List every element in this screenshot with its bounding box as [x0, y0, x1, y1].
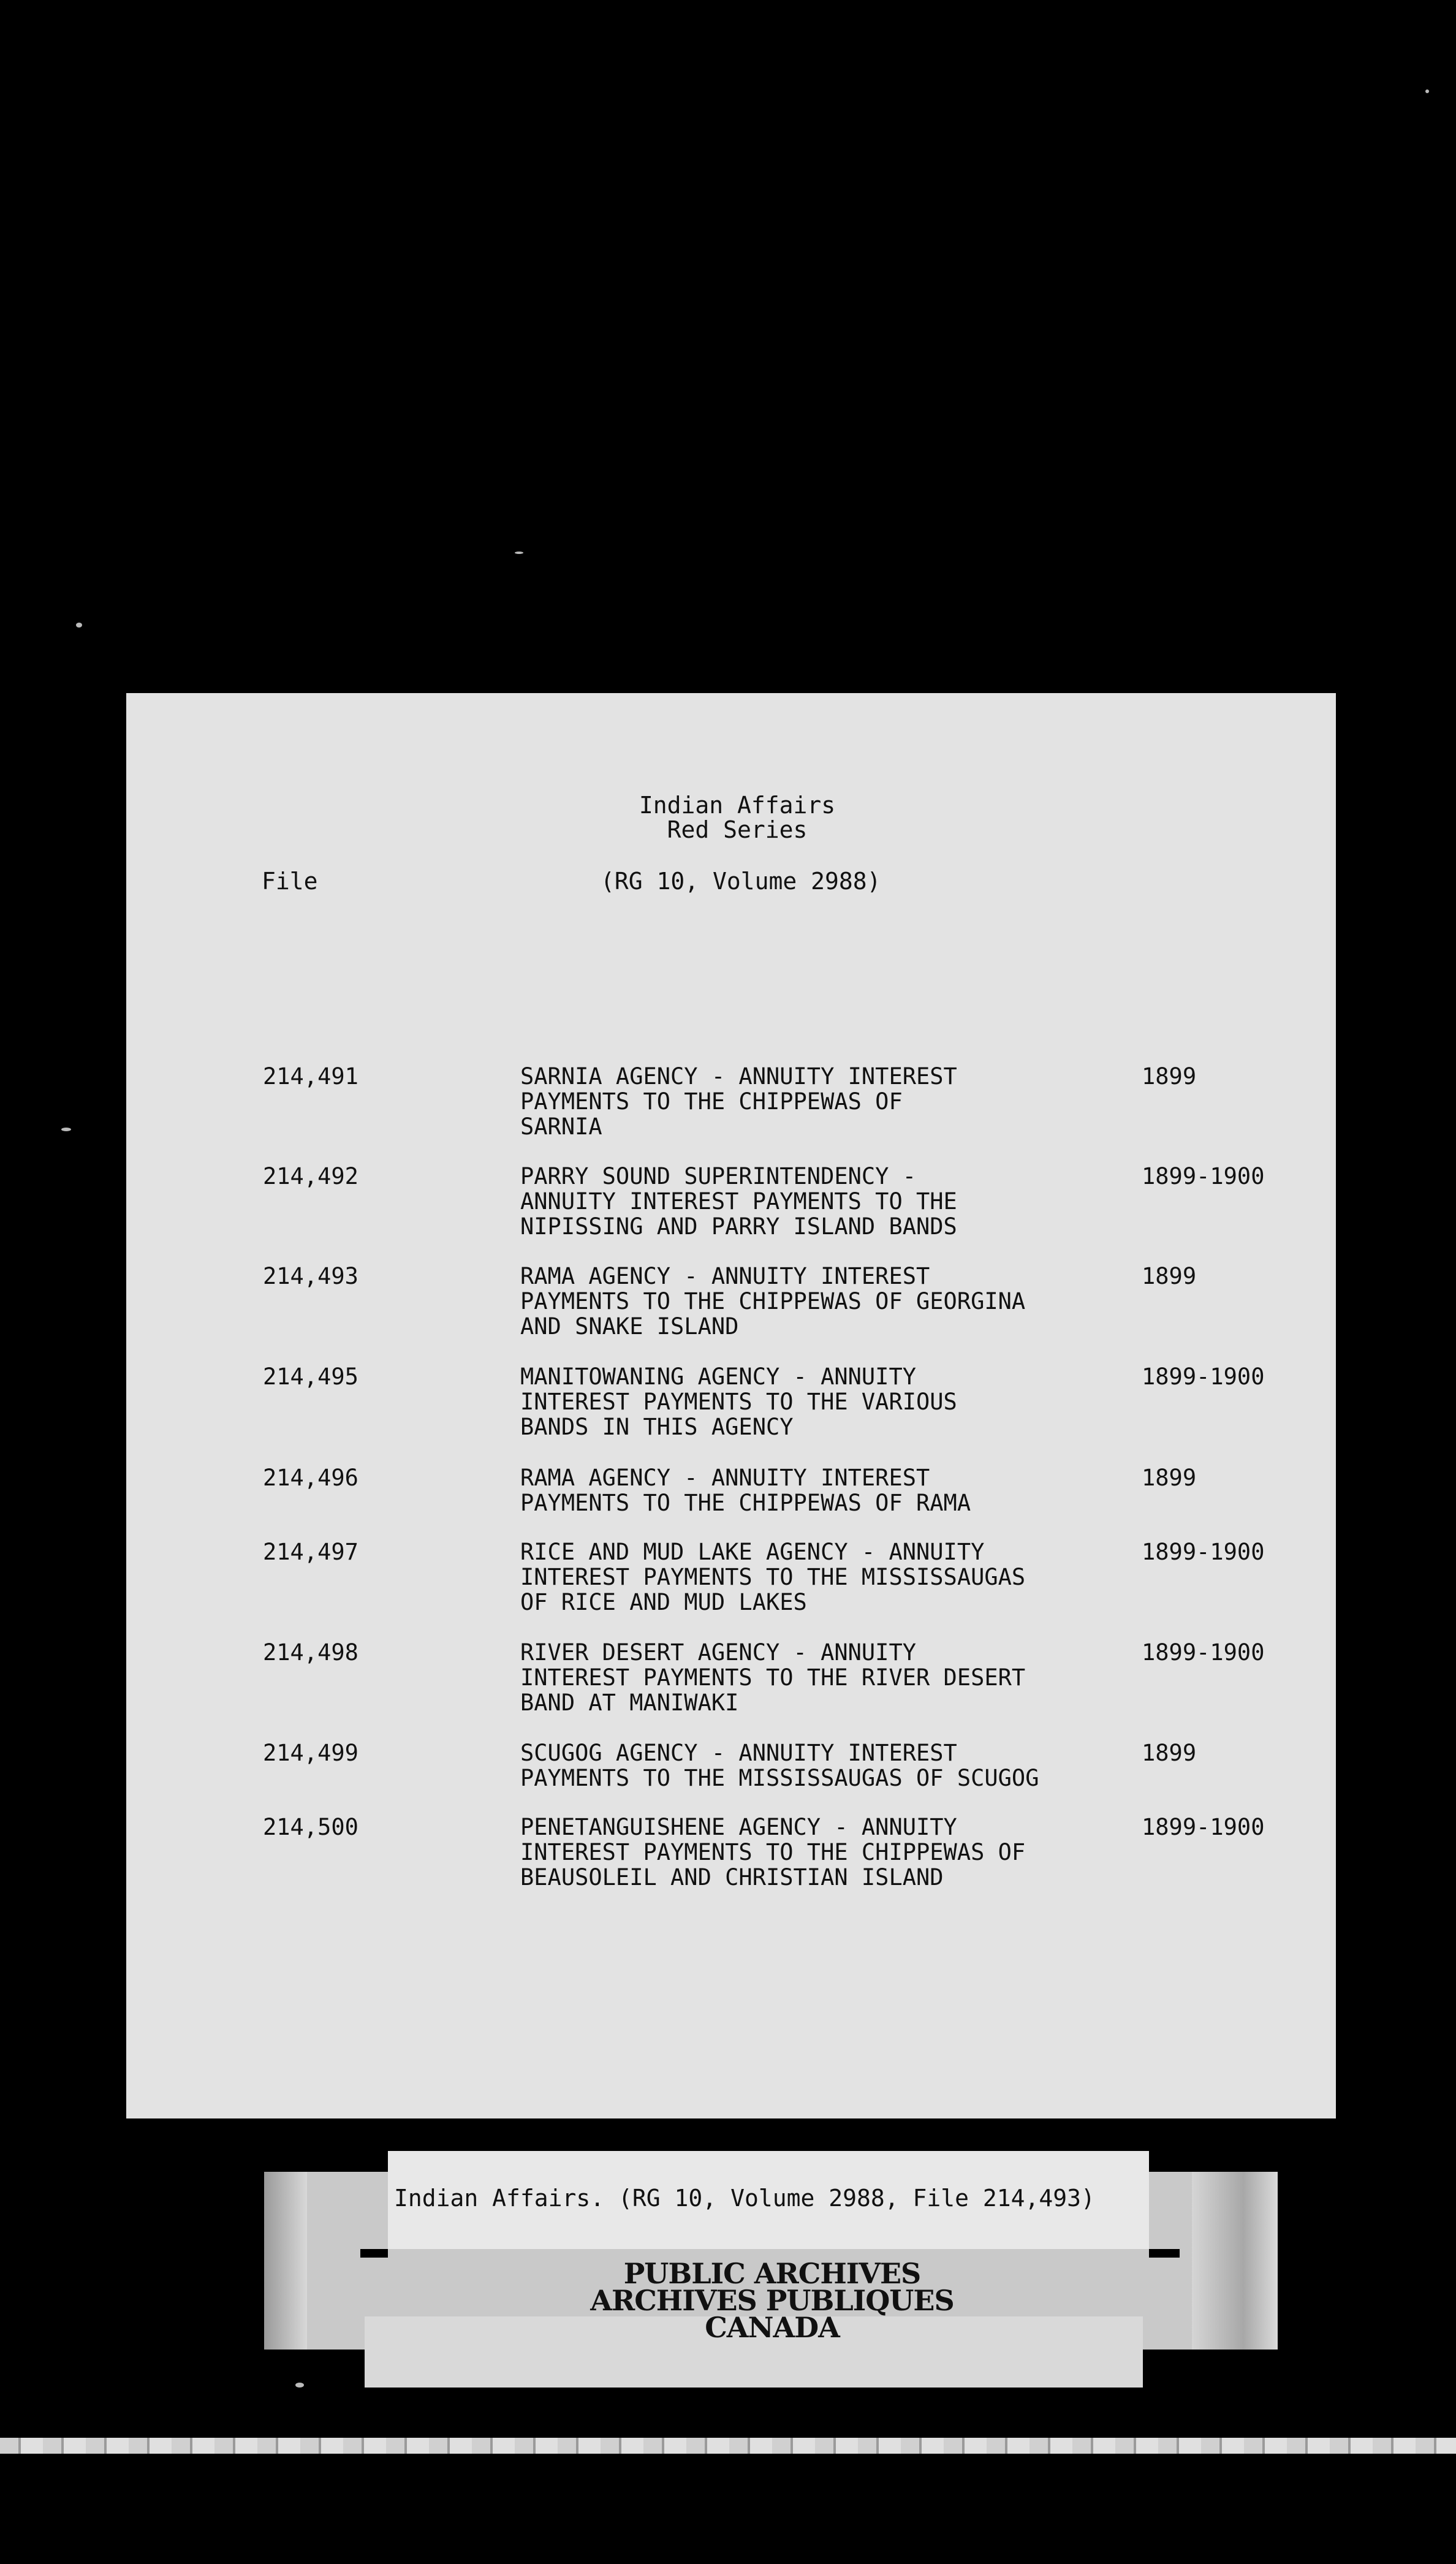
volume-label: (RG 10, Volume 2988): [601, 868, 881, 895]
description-line: OF RICE AND MUD LAKES: [520, 1589, 807, 1615]
header-subtitle: Red Series: [667, 816, 808, 843]
file-number: 214,492: [263, 1163, 358, 1189]
description-line: RAMA AGENCY - ANNUITY INTEREST: [520, 1465, 930, 1491]
file-years: 1899: [1142, 1740, 1197, 1766]
file-description: [520, 1364, 1145, 1439]
stamp-line: CANADA: [705, 2311, 840, 2344]
description-line: INTEREST PAYMENTS TO THE MISSISSAUGAS: [520, 1564, 1026, 1590]
description-line: AND SNAKE ISLAND: [520, 1313, 739, 1340]
file-description: [520, 1164, 1145, 1239]
document-page: [126, 693, 1336, 2118]
file-number: 214,498: [263, 1639, 358, 1666]
file-description: [520, 1640, 1145, 1715]
file-description: [520, 1264, 1145, 1339]
file-number: 214,499: [263, 1740, 358, 1766]
header-title: Indian Affairs: [639, 792, 836, 819]
file-number: 214,497: [263, 1539, 358, 1565]
description-line: ANNUITY INTEREST PAYMENTS TO THE: [520, 1188, 957, 1215]
description-line: RICE AND MUD LAKE AGENCY - ANNUITY: [520, 1539, 985, 1565]
file-description: [520, 1465, 1145, 1515]
description-line: SARNIA: [520, 1113, 602, 1140]
description-line: RIVER DESERT AGENCY - ANNUITY: [520, 1639, 917, 1666]
stamp-line: PUBLIC ARCHIVES: [623, 2257, 921, 2290]
description-line: BANDS IN THIS AGENCY: [520, 1414, 794, 1440]
file-years: 1899-1900: [1142, 1163, 1265, 1189]
description-line: PAYMENTS TO THE MISSISSAUGAS OF SCUGOG: [520, 1765, 1039, 1791]
document-header: [126, 793, 1336, 842]
file-column-label: File: [262, 868, 318, 895]
stamp-line: ARCHIVES PUBLIQUES: [590, 2284, 954, 2317]
description-line: PARRY SOUND SUPERINTENDENCY -: [520, 1163, 917, 1189]
description-line: BAND AT MANIWAKI: [520, 1690, 739, 1716]
file-number: 214,496: [263, 1465, 358, 1491]
file-years: 1899-1900: [1142, 1639, 1265, 1666]
file-description: [520, 1740, 1145, 1791]
description-line: BEAUSOLEIL AND CHRISTIAN ISLAND: [520, 1864, 944, 1891]
description-line: INTEREST PAYMENTS TO THE VARIOUS: [520, 1389, 957, 1415]
file-years: 1899-1900: [1142, 1364, 1265, 1390]
description-line: PAYMENTS TO THE CHIPPEWAS OF RAMA: [520, 1490, 971, 1516]
description-line: INTEREST PAYMENTS TO THE CHIPPEWAS OF: [520, 1839, 1026, 1865]
caption-notch: [1149, 2249, 1180, 2258]
description-line: SCUGOG AGENCY - ANNUITY INTEREST: [520, 1740, 957, 1766]
description-line: INTEREST PAYMENTS TO THE RIVER DESERT: [520, 1664, 1026, 1691]
file-number: 214,495: [263, 1364, 358, 1390]
description-line: NIPISSING AND PARRY ISLAND BANDS: [520, 1213, 957, 1240]
file-number: 214,493: [263, 1263, 358, 1289]
file-years: 1899: [1142, 1263, 1197, 1289]
description-line: SARNIA AGENCY - ANNUITY INTEREST: [520, 1063, 957, 1090]
file-number: 214,491: [263, 1063, 358, 1090]
film-speck: [1425, 89, 1429, 93]
caption-notch: [360, 2249, 388, 2258]
reference-caption: Indian Affairs. (RG 10, Volume 2988, File 214,493): [394, 2185, 1095, 2212]
film-speck: [76, 623, 82, 628]
description-line: PAYMENTS TO THE CHIPPEWAS OF: [520, 1088, 903, 1115]
file-years: 1899: [1142, 1465, 1197, 1491]
file-years: 1899-1900: [1142, 1814, 1265, 1840]
description-line: PAYMENTS TO THE CHIPPEWAS OF GEORGINA: [520, 1288, 1026, 1314]
film-speck: [515, 552, 523, 554]
file-description: [520, 1539, 1145, 1615]
file-years: 1899: [1142, 1063, 1197, 1090]
description-line: PENETANGUISHENE AGENCY - ANNUITY: [520, 1814, 957, 1840]
arrow-right-icon: [0, 1129, 252, 1245]
film-edge-strip: [0, 2438, 1456, 2454]
description-line: RAMA AGENCY - ANNUITY INTEREST: [520, 1263, 930, 1289]
file-description: [520, 1064, 1145, 1139]
tab-shadow-left: [264, 2172, 307, 2350]
tab-shadow-right: [1192, 2172, 1278, 2350]
description-line: MANITOWANING AGENCY - ANNUITY: [520, 1364, 917, 1390]
file-number: 214,500: [263, 1814, 358, 1840]
film-speck: [295, 2383, 304, 2388]
file-years: 1899-1900: [1142, 1539, 1265, 1565]
archives-stamp: [552, 2257, 993, 2344]
file-description: [520, 1815, 1145, 1890]
